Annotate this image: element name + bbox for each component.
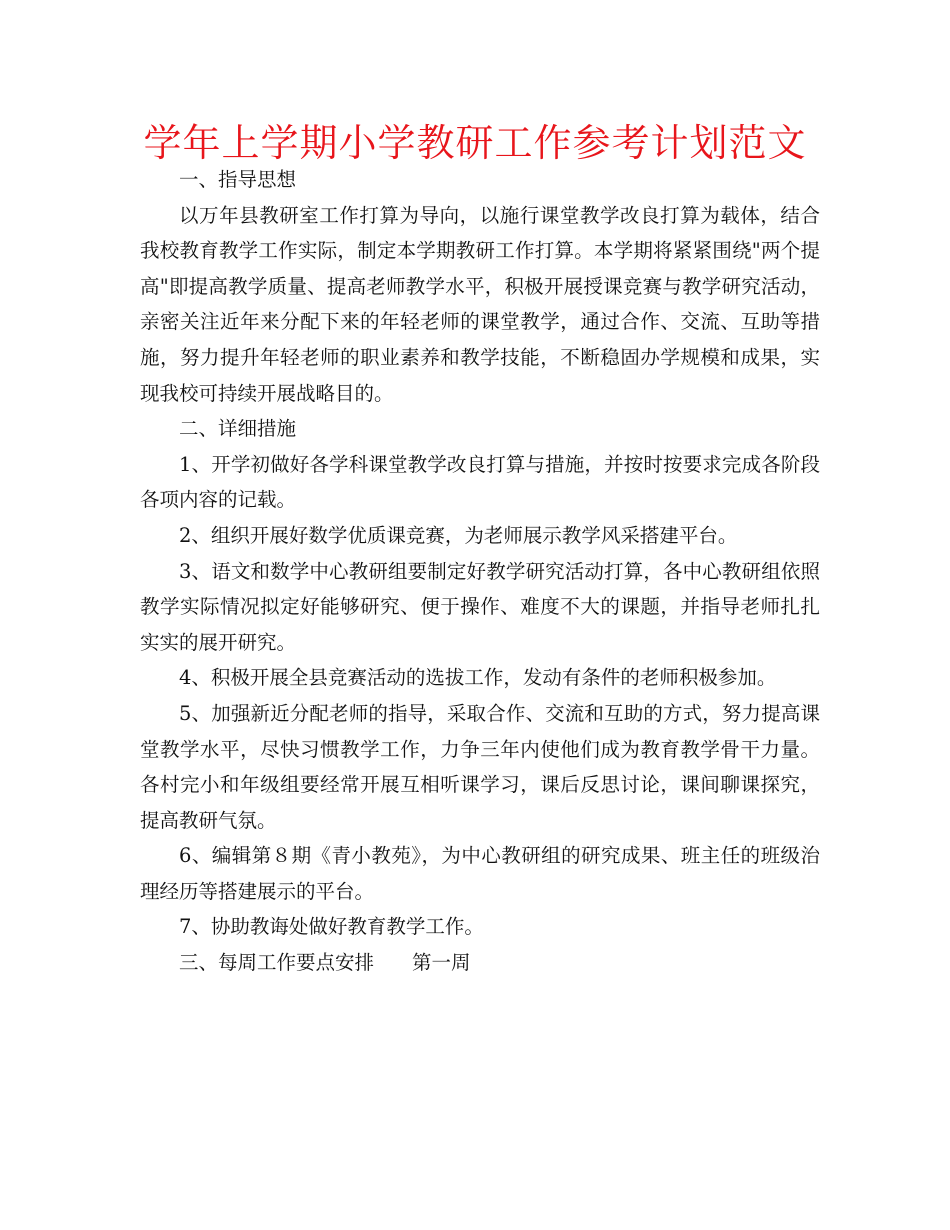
measure-item-5: 5、加强新近分配老师的指导，采取合作、交流和互助的方式，努力提高课堂教学水平，尽快习惯教学工作，力争三年内使他们成为教育教学骨干力量。各村完小和年级组要经常开展互相听课学习，课后反思讨论，课间聊课探究，提高教研气氛。: [140, 701, 820, 832]
measure-item-2: 2、组织开展好数学优质课竞赛，为老师展示教学风采搭建平台。: [179, 523, 738, 547]
measure-item-7: 7、协助教诲处做好教育教学工作。: [179, 915, 484, 939]
paragraph-guiding-ideology: 以万年县教研室工作打算为导向，以施行课堂教学改良打算为载体，结合我校教育教学工作实际，制定本学期教研工作打算。本学期将紧紧围绕"两个提高"即提高教学质量、提高老师教学水平，积极开展授课竞赛与教学研究活动，亲密关注近年来分配下来的年轻老师的课堂教学，通过合作、交流、互助等措施，努力提升年轻老师的职业素养和教学技能，不断稳固办学规模和成果，实现我校可持续开展战略目的。: [140, 203, 820, 405]
weekly-plan-heading: 三、每周工作要点安排: [179, 951, 375, 975]
measure-item-6: 6、编辑第８期《青小教苑》，为中心教研组的研究成果、班主任的班级治理经历等搭建展示的平台。: [140, 844, 820, 903]
section-heading-weekly-plan: [140, 945, 820, 981]
document-title: 学年上学期小学教研工作参考计划范文: [143, 121, 807, 165]
measure-item-4: 4、积极开展全县竞赛活动的选拔工作，发动有条件的老师积极参加。: [179, 666, 777, 690]
week-one-label: 第一周: [412, 951, 471, 975]
measure-item-1: 1、开学初做好各学科课堂教学改良打算与措施，并按时按要求完成各阶段各项内容的记载。: [140, 452, 820, 512]
section-heading-guiding-ideology: 一、指导思想: [179, 168, 297, 191]
measure-item-3: 3、语文和数学中心教研组要制定好教学研究活动打算，各中心教研组依照教学实际情况拟定好能够研究、便于操作、难度不大的课题，并指导老师扎扎实实的展开研究。: [140, 559, 820, 654]
section-heading-detailed-measures: 二、详细措施: [179, 417, 297, 441]
document-body: [140, 162, 820, 981]
